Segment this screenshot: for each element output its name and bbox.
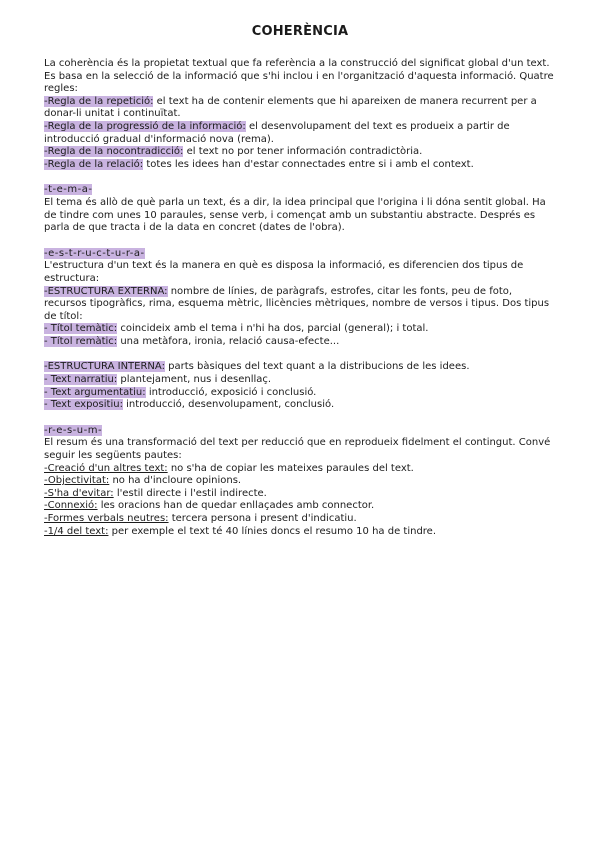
text-type-label: - Text narratiu: — [44, 374, 118, 386]
pauta-item — [44, 513, 556, 526]
rule-relacio — [44, 159, 556, 172]
titol-text: una metàfora, ironia, relació causa-efecte... — [117, 335, 340, 347]
titol-tematic — [44, 323, 556, 336]
text-type-label: - Text argumentatiu: — [44, 386, 146, 398]
resum-heading: -r-e-s-u-m- — [44, 424, 103, 436]
pauta-label: -Formes verbals neutres: — [44, 513, 169, 524]
resum-section — [44, 425, 556, 438]
externa-text: nombre de línies, de paràgrafs, estrofes, citar les fonts, peu de foto, recursos tipogràfics, rima, esquema mètric, llicències mètriques, nombre de versos i tipus. Dos tipus de títol: — [44, 285, 550, 322]
pauta-item — [44, 500, 556, 513]
pauta-text: no ha d'incloure opinions. — [109, 475, 242, 487]
text-argumentatiu — [44, 387, 556, 400]
pauta-label: -1/4 del text: — [44, 525, 109, 537]
page-title: COHERÈNCIA — [251, 24, 349, 39]
text-type-desc: introducció, desenvolupament, conclusió. — [122, 399, 335, 411]
pauta-label: -Creació d'un altres text: — [44, 462, 168, 474]
interna-text: parts bàsiques del text quant a la distribucions de les idees. — [164, 361, 470, 373]
text-narratiu — [44, 374, 556, 387]
estructura-externa — [44, 286, 556, 324]
pauta-text: l'estil directe i l'estil indirecte. — [113, 487, 267, 499]
estructura-heading: -e-s-t-r-u-c-t-u-r-a- — [44, 247, 145, 259]
rule-label: -Regla de la repetició: — [44, 95, 154, 107]
pauta-item — [44, 526, 556, 539]
text-type-label: - Text expositiu: — [44, 399, 123, 411]
pauta-item — [44, 463, 556, 476]
pauta-label: -Objectivitat: — [44, 475, 110, 487]
interna-label: -ESTRUCTURA INTERNA: — [44, 361, 165, 373]
rule-text: el text no por tener información contradictòria. — [183, 146, 423, 158]
rule-progressio — [44, 121, 556, 146]
text-expositiu — [44, 399, 556, 412]
titol-rematic — [44, 336, 556, 349]
coherencia-intro: La coherència és la propietat textual que fa referència a la construcció del significat global d'un text. Es basa en la selecció de la informació que s'hi inclou i en l'organització d'aquesta informació. Quatre regles: — [44, 58, 554, 95]
tema-heading: -t-e-m-a- — [44, 184, 93, 196]
pauta-text: no s'ha de copiar les mateixes paraules del text. — [167, 462, 414, 474]
rule-text: el desenvolupament del text es produeix a partir de introducció gradual d'informació nova (rema). — [44, 120, 510, 145]
titol-text: coincideix amb el tema i n'hi ha dos, parcial (general); i total. — [117, 323, 429, 335]
text-type-desc: plantejament, nus i desenllaç. — [117, 374, 272, 386]
estructura-intro: L'estructura d'un text és la manera en què es disposa la informació, es diferencien dos tipus de estructura: — [44, 260, 524, 284]
rule-label: -Regla de la relació: — [44, 158, 144, 170]
titol-label: - Títol remàtic: — [44, 335, 118, 347]
rule-text: totes les idees han d'estar connectades entre si i amb el context. — [143, 158, 474, 170]
tema-section — [44, 184, 556, 197]
pauta-label: -Connexió: — [44, 500, 98, 512]
rule-label: -Regla de la progressió de la informació: — [44, 120, 246, 132]
text-type-desc: introducció, exposició i conclusió. — [145, 386, 317, 398]
rule-label: -Regla de la nocontradicció: — [44, 146, 184, 158]
document-body — [44, 58, 556, 538]
rule-text: el text ha de contenir elements que hi apareixen de manera recurrent per a donar-li unitat i continuïtat. — [44, 95, 537, 120]
pauta-label: -S'ha d'evitar: — [44, 487, 114, 499]
pauta-text: tercera persona i present d'indicatiu. — [168, 513, 357, 524]
pauta-item — [44, 488, 556, 501]
externa-label: -ESTRUCTURA EXTERNA: — [44, 285, 168, 297]
estructura-section — [44, 248, 556, 261]
rule-repeticio — [44, 96, 556, 121]
rule-nocontradiccio — [44, 146, 556, 159]
pauta-item — [44, 475, 556, 488]
estructura-interna — [44, 361, 556, 374]
pauta-text: per exemple el text té 40 línies doncs el resumo 10 ha de tindre. — [108, 525, 437, 537]
pauta-text: les oracions han de quedar enllaçades amb connector. — [97, 500, 375, 512]
resum-intro: El resum és una transformació del text per reducció que en reprodueix fidelment el contingut. Convé seguir les següents pautes: — [44, 437, 551, 462]
tema-text: El tema és allò de què parla un text, és a dir, la idea principal que l'origina i li dóna sentit global. Ha de tindre com unes 10 paraules, sense verb, i començat amb un substantiu abstracte. Després es parla de que tracta i de la data en concret (dates de l'obra). — [44, 196, 546, 234]
titol-label: - Títol temàtic: — [44, 323, 118, 335]
